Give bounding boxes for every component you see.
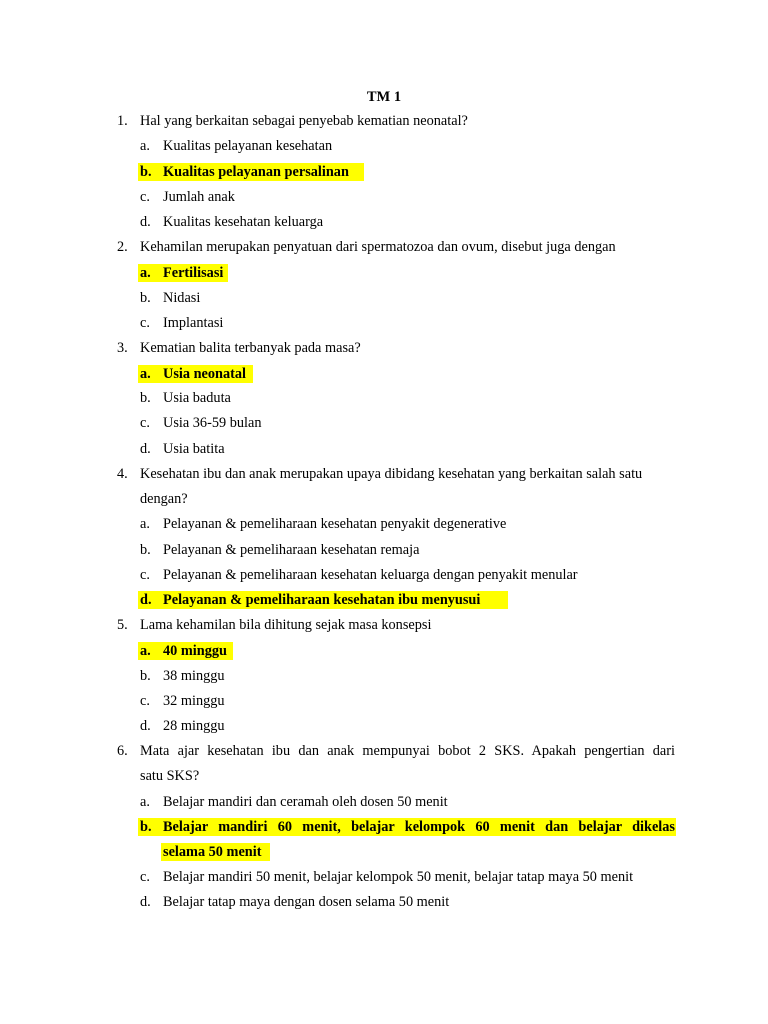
- option-letter: b.: [140, 668, 151, 684]
- option-letter: a.: [140, 643, 151, 659]
- option-text: Belajar tatap maya dengan dosen selama 50 menit: [163, 894, 450, 910]
- option-letter: b.: [140, 290, 151, 306]
- page-title: TM 1: [366, 89, 402, 105]
- option-letter: c.: [140, 315, 150, 331]
- option-text: Jumlah anak: [163, 189, 235, 205]
- option-text: Pelayanan & pemeliharaan kesehatan remaja: [163, 542, 420, 558]
- option-text: Belajar mandiri 50 menit, belajar kelompok 50 menit, belajar tatap maya 50 menit: [163, 869, 634, 885]
- option-text: 28 minggu: [163, 718, 225, 734]
- option-text: Nidasi: [163, 290, 201, 306]
- question-number: 2.: [117, 239, 128, 255]
- option-letter: b.: [140, 164, 152, 180]
- option-letter: b.: [140, 542, 151, 558]
- option-text: Kualitas pelayanan persalinan: [163, 164, 349, 180]
- option-text: Fertilisasi: [163, 265, 224, 281]
- option-1b-highlight: [138, 163, 364, 181]
- option-letter: c.: [140, 869, 150, 885]
- option-letter: c.: [140, 567, 150, 583]
- option-letter: d.: [140, 894, 151, 910]
- option-text: Pelayanan & pemeliharaan kesehatan penyakit degenerative: [163, 516, 507, 532]
- option-5a-highlight: [138, 642, 233, 660]
- option-letter: d.: [140, 214, 151, 230]
- option-letter: a.: [140, 265, 151, 281]
- option-letter: b.: [140, 819, 152, 835]
- option-letter: a.: [140, 516, 150, 532]
- question-text: Kehamilan merupakan penyatuan dari spermatozoa dan ovum, disebut juga dengan: [140, 239, 616, 255]
- option-letter: a.: [140, 366, 151, 382]
- option-letter: d.: [140, 592, 152, 608]
- option-text: 32 minggu: [163, 693, 225, 709]
- option-text: Kualitas pelayanan kesehatan: [163, 138, 333, 154]
- option-letter: a.: [140, 138, 150, 154]
- question-text: Kematian balita terbanyak pada masa?: [140, 340, 361, 356]
- option-letter: c.: [140, 415, 150, 431]
- option-letter: a.: [140, 794, 150, 810]
- option-letter: d.: [140, 718, 151, 734]
- option-3a-highlight: [138, 365, 253, 383]
- option-text: Pelayanan & pemeliharaan kesehatan keluarga dengan penyakit menular: [163, 567, 578, 583]
- option-text: 40 minggu: [163, 643, 227, 659]
- option-text: Pelayanan & pemeliharaan kesehatan ibu menyusui: [163, 592, 481, 608]
- question-text-line1: Mata ajar kesehatan ibu dan anak mempunyai bobot 2 SKS. Apakah pengertian dari: [140, 743, 675, 759]
- option-text: 38 minggu: [163, 668, 225, 684]
- question-number: 4.: [117, 466, 128, 482]
- option-6b-highlight-line2: [161, 843, 270, 861]
- option-letter: b.: [140, 390, 151, 406]
- option-text: Usia batita: [163, 441, 225, 457]
- option-letter: c.: [140, 693, 150, 709]
- option-letter: d.: [140, 441, 151, 457]
- question-text-line2: dengan?: [140, 491, 188, 507]
- question-text: Lama kehamilan bila dihitung sejak masa konsepsi: [140, 617, 432, 633]
- question-text: Hal yang berkaitan sebagai penyebab kematian neonatal?: [140, 113, 468, 129]
- option-text: Belajar mandiri dan ceramah oleh dosen 50 menit: [163, 794, 448, 810]
- option-text: Usia baduta: [163, 390, 231, 406]
- option-text: Usia 36-59 bulan: [163, 415, 262, 431]
- option-letter: c.: [140, 189, 150, 205]
- option-text-line2: selama 50 menit: [163, 844, 262, 860]
- question-text-line1: Kesehatan ibu dan anak merupakan upaya dibidang kesehatan yang berkaitan salah satu: [140, 466, 643, 482]
- option-text: Kualitas kesehatan keluarga: [163, 214, 324, 230]
- option-4d-highlight: [138, 591, 508, 609]
- option-text: Implantasi: [163, 315, 224, 331]
- question-number: 1.: [117, 113, 128, 129]
- option-text-line1: Belajar mandiri 60 menit, belajar kelompok 60 menit dan belajar dikelas: [163, 819, 675, 835]
- option-2a-highlight: [138, 264, 228, 282]
- option-text: Usia neonatal: [163, 366, 247, 382]
- question-number: 3.: [117, 340, 128, 356]
- question-text-line2: satu SKS?: [140, 768, 200, 784]
- question-number: 6.: [117, 743, 128, 759]
- question-number: 5.: [117, 617, 128, 633]
